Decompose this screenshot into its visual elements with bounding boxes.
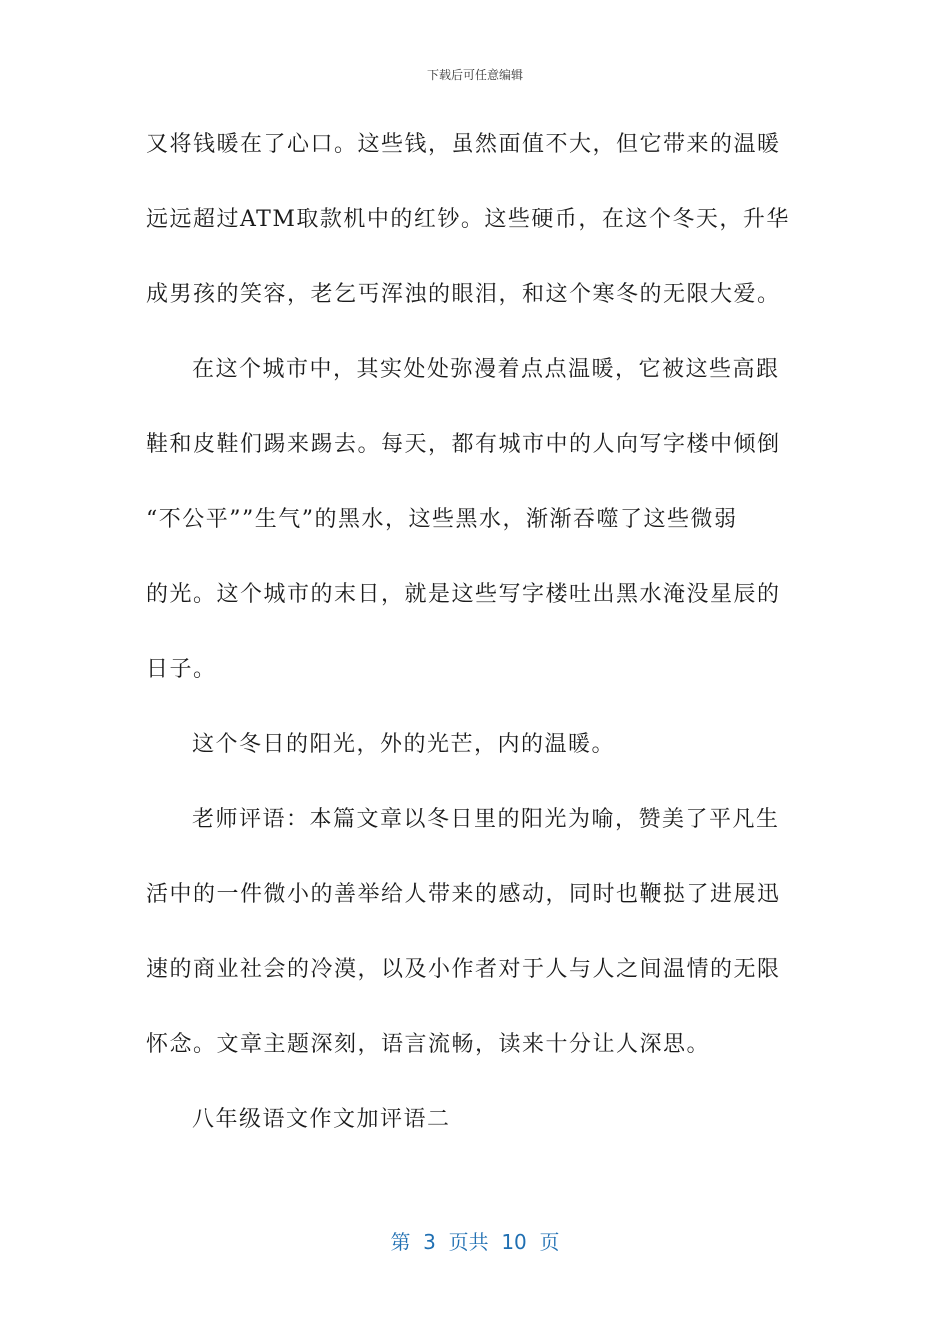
document-body	[146, 124, 792, 1174]
text-line: 的光。这个城市的末日，就是这些写字楼吐出黑水淹没星辰的	[146, 582, 781, 607]
text-line: 日子。	[146, 657, 217, 682]
page-header-note: 下载后可任意编辑	[426, 68, 523, 82]
teacher-comment-line: 老师评语：本篇文章以冬日里的阳光为喻，赞美了平凡生	[192, 807, 780, 832]
section-heading: 八年级语文作文加评语二	[192, 1107, 451, 1132]
paragraph-start-line: 这个冬日的阳光，外的光芒，内的温暖。	[192, 732, 616, 757]
page-number-footer: 第 3 页共 10 页	[390, 1230, 560, 1254]
text-line: “不公平””生气”的黑水，这些黑水，渐渐吞噬了这些微弱	[146, 507, 738, 532]
text-line: 远远超过ATM取款机中的红钞。这些硬币，在这个冬天，升华	[146, 207, 790, 232]
text-line: 速的商业社会的冷漠，以及小作者对于人与人之间温情的无限	[146, 957, 781, 982]
text-line: 鞋和皮鞋们踢来踢去。每天，都有城市中的人向写字楼中倾倒	[146, 432, 781, 457]
paragraph-start-line: 在这个城市中，其实处处弥漫着点点温暖，它被这些高跟	[192, 357, 780, 382]
text-line: 又将钱暖在了心口。这些钱，虽然面值不大，但它带来的温暖	[146, 132, 781, 157]
text-line: 成男孩的笑容，老乞丐浑浊的眼泪，和这个寒冬的无限大爱。	[146, 282, 781, 307]
text-line: 活中的一件微小的善举给人带来的感动，同时也鞭挞了进展迅	[146, 882, 781, 907]
text-line: 怀念。文章主题深刻，语言流畅，读来十分让人深思。	[146, 1032, 711, 1057]
